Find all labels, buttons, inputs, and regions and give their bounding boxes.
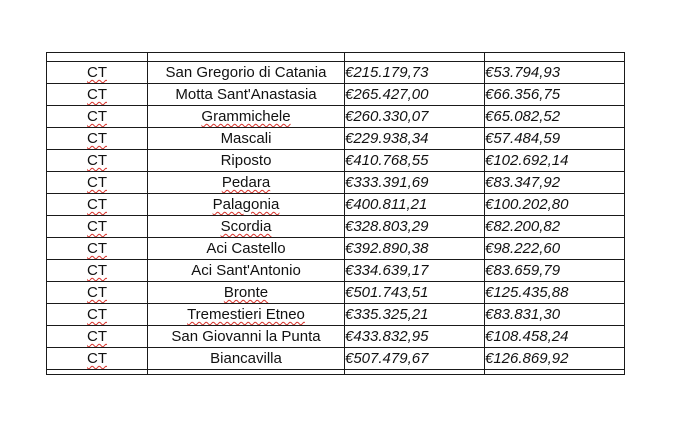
- amount-b-value: €83.659,79: [485, 262, 561, 279]
- amount-a-value: €260.330,07: [345, 108, 429, 125]
- province-code: CT: [87, 350, 107, 367]
- amount-a-value: €410.768,55: [345, 152, 429, 169]
- province-cell[interactable]: [47, 348, 148, 370]
- municipality-cell[interactable]: [148, 84, 345, 106]
- province-code: CT: [87, 174, 107, 191]
- amount-a-cell[interactable]: [345, 260, 485, 282]
- amount-a-cell[interactable]: [345, 194, 485, 216]
- amount-a-value: €328.803,29: [345, 218, 429, 235]
- province-cell[interactable]: [47, 304, 148, 326]
- table-row: [47, 326, 625, 348]
- municipality-cell[interactable]: [148, 106, 345, 128]
- table-row: [47, 106, 625, 128]
- province-code: CT: [87, 262, 107, 279]
- municipality-name: San Gregorio di Catania: [165, 64, 327, 81]
- table-row: [47, 194, 625, 216]
- amount-a-cell[interactable]: [345, 62, 485, 84]
- amount-b-value: €66.356,75: [485, 86, 561, 103]
- amount-b-cell[interactable]: [485, 238, 625, 260]
- municipality-name: Aci Castello: [206, 240, 286, 257]
- table-row-cut-top: [47, 53, 625, 62]
- amount-a-value: €215.179,73: [345, 64, 429, 81]
- province-cell[interactable]: [47, 194, 148, 216]
- amount-a-value: €229.938,34: [345, 130, 429, 147]
- table-row: [47, 238, 625, 260]
- province-cell[interactable]: [47, 84, 148, 106]
- amount-b-cell[interactable]: [485, 282, 625, 304]
- province-cell[interactable]: [47, 106, 148, 128]
- municipality-name: Riposto: [220, 152, 272, 169]
- amount-b-value: €100.202,80: [485, 196, 569, 213]
- amount-b-value: €108.458,24: [485, 328, 569, 345]
- province-cell[interactable]: [47, 62, 148, 84]
- province-cell[interactable]: [47, 128, 148, 150]
- table-row: [47, 216, 625, 238]
- amount-b-cell[interactable]: [485, 84, 625, 106]
- municipality-cell[interactable]: [148, 150, 345, 172]
- table-row: [47, 172, 625, 194]
- amount-b-cell[interactable]: [485, 216, 625, 238]
- municipality-name: Tremestieri Etneo: [187, 306, 305, 323]
- table-row: [47, 128, 625, 150]
- amount-b-cell[interactable]: [485, 348, 625, 370]
- amount-b-cell[interactable]: [485, 106, 625, 128]
- table-row-cut-bottom: [47, 370, 625, 375]
- province-code: CT: [87, 240, 107, 257]
- amount-a-cell[interactable]: [345, 216, 485, 238]
- amount-a-value: €333.391,69: [345, 174, 429, 191]
- amount-a-value: €433.832,95: [345, 328, 429, 345]
- municipality-cell[interactable]: [148, 216, 345, 238]
- amount-b-cell[interactable]: [485, 128, 625, 150]
- amount-a-value: €501.743,51: [345, 284, 429, 301]
- province-code: CT: [87, 306, 107, 323]
- amount-b-value: €98.222,60: [485, 240, 561, 257]
- amount-b-cell[interactable]: [485, 326, 625, 348]
- municipality-cell[interactable]: [148, 172, 345, 194]
- province-cell[interactable]: [47, 238, 148, 260]
- province-code: CT: [87, 218, 107, 235]
- province-cell[interactable]: [47, 282, 148, 304]
- amount-a-value: €392.890,38: [345, 240, 429, 257]
- amount-b-cell[interactable]: [485, 260, 625, 282]
- municipality-name: Scordia: [220, 218, 272, 235]
- amount-a-value: €400.811,21: [345, 196, 428, 213]
- amount-a-value: €334.639,17: [345, 262, 429, 279]
- amount-b-cell[interactable]: [485, 304, 625, 326]
- amount-b-value: €82.200,82: [485, 218, 561, 235]
- table-row: [47, 304, 625, 326]
- amount-a-value: €335.325,21: [345, 306, 429, 323]
- municipality-cell[interactable]: [148, 238, 345, 260]
- amount-a-cell[interactable]: [345, 282, 485, 304]
- municipality-cell[interactable]: [148, 62, 345, 84]
- province-code: CT: [87, 86, 107, 103]
- province-cell[interactable]: [47, 260, 148, 282]
- amount-b-value: €126.869,92: [485, 350, 569, 367]
- municipality-name: Biancavilla: [210, 350, 282, 367]
- municipality-name: Palagonia: [212, 196, 280, 213]
- amount-b-value: €125.435,88: [485, 284, 569, 301]
- table-row: [47, 282, 625, 304]
- municipality-cell[interactable]: [148, 348, 345, 370]
- amount-a-value: €507.479,67: [345, 350, 429, 367]
- municipality-cell[interactable]: [148, 282, 345, 304]
- province-code: CT: [87, 284, 107, 301]
- municipality-cell[interactable]: [148, 304, 345, 326]
- amount-a-cell[interactable]: [345, 172, 485, 194]
- province-cell[interactable]: [47, 150, 148, 172]
- province-code: CT: [87, 328, 107, 345]
- amount-b-value: €57.484,59: [485, 130, 561, 147]
- amount-b-cell[interactable]: [485, 62, 625, 84]
- municipality-name: Mascali: [220, 130, 272, 147]
- province-cell[interactable]: [47, 172, 148, 194]
- table-body: [47, 53, 625, 375]
- amount-a-cell[interactable]: [345, 128, 485, 150]
- province-cell[interactable]: [47, 326, 148, 348]
- amount-b-value: €102.692,14: [485, 152, 569, 169]
- municipality-name: San Giovanni la Punta: [171, 328, 321, 345]
- amount-a-cell[interactable]: [345, 150, 485, 172]
- amount-a-cell[interactable]: [345, 106, 485, 128]
- municipality-cell[interactable]: [148, 128, 345, 150]
- amount-a-cell[interactable]: [345, 84, 485, 106]
- municipality-funding-table: [46, 52, 625, 375]
- province-code: CT: [87, 108, 107, 125]
- province-cell[interactable]: [47, 216, 148, 238]
- amount-a-cell[interactable]: [345, 348, 485, 370]
- province-code: CT: [87, 130, 107, 147]
- amount-a-value: €265.427,00: [345, 86, 429, 103]
- amount-b-cell[interactable]: [485, 194, 625, 216]
- province-code: CT: [87, 152, 107, 169]
- amount-a-cell[interactable]: [345, 238, 485, 260]
- amount-a-cell[interactable]: [345, 304, 485, 326]
- province-code: CT: [87, 196, 107, 213]
- amount-b-value: €65.082,52: [485, 108, 561, 125]
- table-row: [47, 260, 625, 282]
- municipality-name: Pedara: [221, 174, 271, 191]
- table-row: [47, 348, 625, 370]
- amount-b-value: €83.831,30: [485, 306, 561, 323]
- municipality-cell[interactable]: [148, 326, 345, 348]
- municipality-name: Bronte: [223, 284, 269, 301]
- amount-b-cell[interactable]: [485, 150, 625, 172]
- table-row: [47, 84, 625, 106]
- municipality-cell[interactable]: [148, 260, 345, 282]
- municipality-cell[interactable]: [148, 194, 345, 216]
- amount-b-value: €53.794,93: [485, 64, 561, 81]
- municipality-name: Grammichele: [201, 108, 291, 125]
- amount-b-value: €83.347,92: [485, 174, 561, 191]
- municipality-name: Aci Sant'Antonio: [191, 262, 301, 279]
- table-row: [47, 150, 625, 172]
- amount-a-cell[interactable]: [345, 326, 485, 348]
- amount-b-cell[interactable]: [485, 172, 625, 194]
- table-row: [47, 62, 625, 84]
- municipality-name: Motta Sant'Anastasia: [175, 86, 317, 103]
- province-code: CT: [87, 64, 107, 81]
